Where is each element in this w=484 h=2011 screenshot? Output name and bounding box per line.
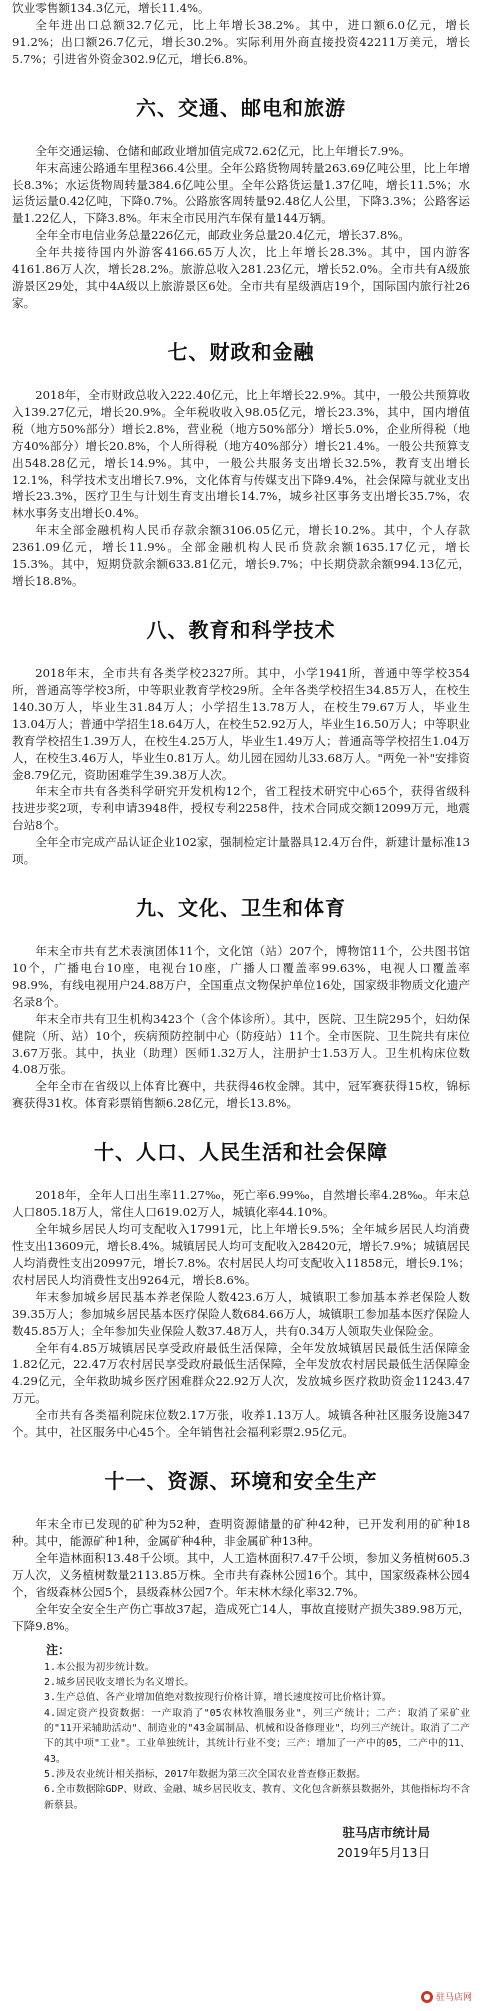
paragraph: 全年共接待国内外游客4166.65万人次，比上年增长28.3%。其中，国内游客4161.86万人次，增长28.2%。旅游总收入281.23亿元，增长52.0%。全市共有A级旅游景区29处，其中4A级以上旅游景区6处。全市共有星级酒店19个，国际国内旅行社26家。 (12, 245, 470, 310)
paragraph: 年末全市已发现的矿种为52种，查明资源储量的矿种42种，已开发利用的矿种18种。其中，能源矿种1种，金属矿种4种，非金属矿种13种。 (12, 1517, 470, 1548)
notes-title: 注： (46, 1642, 71, 1657)
logo-icon: ● (421, 1991, 433, 2003)
section-title: 十、人口、人民生活和社会保障 (94, 1140, 388, 1165)
paragraph: 年末高速公路通车里程366.4公里。全年公路货物周转量263.69亿吨公里，比上年增长8.3%；水运货物周转量384.6亿吨公里。全年公路货运量1.37亿吨，增长11.5%；水运货运量0.42亿吨，下降0.7%。公路旅客周转量92.48亿人公里，下降3.3%；公路客运量1.22亿人，下降3.8%。年末全市民用汽车保有量144万辆。 (12, 160, 470, 226)
section-education (12, 590, 470, 868)
paragraph: 全年进出口总额32.7亿元，比上年增长38.2%。其中，进口额6.0亿元，增长91.2%；出口额26.7亿元，增长30.2%。实际利用外商直接投资42211万美元，增长5.7%；引进省外资金302.9亿元，增长6.8%。 (12, 17, 470, 66)
section-transport (12, 68, 470, 312)
note-item: 3.生产总值、各产业增加值绝对数按现行价格计算，增长速度按可比价格计算。 (44, 1692, 392, 1704)
section-title: 八、教育和科学技术 (146, 617, 336, 642)
notes (12, 1635, 470, 1813)
paragraph: 全年全市在省级以上体育比赛中，共获得46枚金牌。其中，冠军赛获得15枚，锦标赛获得31枚。体育彩票销售额6.28亿元，增长13.8%。 (12, 1079, 470, 1111)
paragraph: 全年全市电信业务总量226亿元，邮政业务总量20.4亿元，增长37.8%。 (35, 228, 410, 243)
section-population (12, 1112, 470, 1441)
paragraph: 全年造林面积13.48千公顷。其中，人工造林面积7.47千公顷，参加义务植树605.3万人次，义务植树数量2113.85万株。全市共有森林公园16个。其中，国家级森林公园4个，省级森林公园5个，县级森林公园7个。年末林木绿化率32.7%。 (12, 1550, 470, 1599)
paragraph: 全年交通运输、仓储和邮政业增加值完成72.62亿元，比上年增长7.9%。 (35, 143, 411, 158)
section-culture-health (12, 868, 470, 1112)
paragraph: 年末全市共有各类科学研究开发机构12个，省工程技术研究中心65个，获得省级科技进步奖2项，专利申请3948件，授权专利2258件，技术合同成交额12099万元，地震台站8个。 (12, 784, 470, 833)
section-header (12, 336, 470, 365)
paragraph: 全年城乡居民人均可支配收入17991元，比上年增长9.5%；全年城乡居民人均消费性支出13609元，增长8.4%。城镇居民人均可支配收入28420元，增长7.9%；城镇居民人均消费性支出20997元，增长7.8%。农村居民人均可支配收入11858元，增长9.1%；农村居民人均消费性支出9264元，增长8.6%。 (12, 1222, 470, 1287)
paragraph: 年末全市共有艺术表演团体11个，文化馆（站）207个，博物馆11个，公共图书馆10个，广播电台10座，电视台10座，广播人口覆盖率99.63%，电视人口覆盖率98.9%，有线电视用户24.88万户，全国重点文物保护单位16处，国家级非物质文化遗产名录8个。 (12, 944, 470, 1009)
note-item: 4.固定资产投资数据：一产取消了"05农林牧渔服务业"，列三产统计；二产：取消了采矿业的"11开采辅助活动"、制造业的"43金属制品、机械和设备修理业"，均列三产统计。取消了二产下的其中项"工业"。工业单独统计，其统计行业不变；三产：增加了一产中的05，二产中的11、43。 (44, 1707, 470, 1765)
note-item: 5.涉及农业统计相关指标，2017年数据为第三次全国农业普查修正数据。 (44, 1768, 367, 1780)
paragraph: 年末参加城乡居民基本养老保险人数423.6万人，城镇职工参加基本养老保险人数39.35万人；参加城乡居民基本医疗保险人数684.66万人，城镇职工参加基本医疗保险人数45.85万人；全年参加失业保险人数37.48万人，共有0.34万人领取失业保险金。 (12, 1289, 470, 1338)
watermark-text: 驻马店网 (435, 1993, 472, 2003)
section-header (12, 892, 470, 921)
note-item: 6.全市数据除GDP、财政、金融、城乡居民收支、教育、文化包含新蔡县数据外，其他指标均不含新蔡县。 (44, 1784, 470, 1811)
section-resources (12, 1441, 470, 1634)
paragraph: 全年全市完成产品认证企业102家，强制检定计量器具12.4万台件，新建计量标准13项。 (12, 835, 470, 867)
signature-org: 驻马店市统计局 (342, 1824, 430, 1840)
section-finance (12, 312, 470, 590)
section-title: 九、文化、卫生和体育 (136, 896, 346, 921)
paragraph: 年末全部金融机构人民币存款余额3106.05亿元，增长10.2%。其中，个人存款2361.09亿元，增长11.9%。全部金融机构人民币贷款余额1635.17亿元，增长15.3%。其中，短期贷款余额633.81亿元，增长9.7%；中长期贷款余额994.13亿元，增长18.8%。 (12, 523, 470, 589)
signature-date: 2019年5月13日 (336, 1844, 430, 1860)
section-header (12, 1465, 470, 1494)
signature (12, 1823, 470, 1863)
paragraph: 全市共有各类福利院床位数2.17万张，收养1.13万人。城镇各种社区服务设施347个。其中，社区服务中心45个。全年销售社会福利彩票2.95亿元。 (12, 1408, 470, 1440)
paragraph: 2018年，全市财政总收入222.40亿元，比上年增长22.9%。其中，一般公共预算收入139.27亿元，增长20.9%。全年税收收入98.05亿元，增长23.3%，其中，国内增值税（地方50%部分）增长2.8%，营业税（地方50%部分）增长5.0%，企业所得税（地方40%部分）增长20.8%，个人所得税（地方40%部分）增长21.4%。一般公共预算支出548.28亿元，增长14.9%。其中，一般公共服务支出增长32.5%，教育支出增长12.1%，科学技术支出增长7.9%，文化体育与传媒支出下降9.4%，社会保障与就业支出增长23.3%，医疗卫生与计划生育支出增长14.7%，城乡社区事务支出增长35.7%，农林水事务支出增长0.4%。 (12, 387, 470, 521)
section-header (12, 1136, 470, 1165)
note-item: 1.本公报为初步统计数。 (44, 1661, 155, 1673)
section-title: 七、财政和金融 (167, 339, 315, 364)
section-title: 六、交通、邮电和旅游 (136, 95, 346, 120)
note-item: 2.城乡居民收支增长为名义增长。 (44, 1676, 195, 1688)
section-header (12, 92, 470, 121)
paragraph: 全年安全安全生产伤亡事故37起，造成死亡14人，事故直接财产损失389.98万元，下降9.8%。 (12, 1601, 470, 1633)
section-title: 十一、资源、环境和安全生产 (104, 1469, 378, 1494)
section-header (12, 614, 470, 643)
paragraph: 全年有4.85万城镇居民享受政府最低生活保障，全年发放城镇居民最低生活保障金1.82亿元，22.47万农村居民享受政府最低生活保障，全年发放农村居民最低生活保障金4.29亿元，全年救助城乡医疗困难群众22.92万人次，发放城乡医疗救助资金11243.47万元。 (12, 1340, 470, 1406)
paragraph: 饮业零售额134.3亿元，增长11.4%。 (12, 1, 210, 15)
paragraph: 年末全市共有卫生机构3423个（含个体诊所）。其中，医院、卫生院295个，妇幼保健院（所、站）10个，疾病预防控制中心（防疫站）11个。全市医院、卫生院共有床位3.67万张。其中，执业（助理）医师1.32万人，注册护士1.53万人。卫生机构床位数4.08万张。 (12, 1011, 470, 1077)
paragraph: 2018年末，全市共有各类学校2327所。其中，小学1941所，普通中等学校354所，普通高等学校3所，中等职业教育学校29所。全年各类学校招生34.85万人，在校生140.30万人，毕业生31.84万人；小学招生13.78万人，在校生79.67万人，毕业生13.04万人；普通中学招生18.64万人，在校生52.92万人，毕业生16.50万人；中等职业教育学校招生1.39万人，在校生4.25万人，毕业生1.49万人；普通高等学校招生1.04万人，在校生3.46万人，毕业生0.81万人。幼儿园在园幼儿33.68万人。"两免一补"安排资金8.79亿元，资助困难学生39.38万人次。 (12, 665, 470, 782)
site-watermark (415, 1988, 478, 2005)
paragraph: 2018年，全年人口出生率11.27‰，死亡率6.99‰，自然增长率4.28‰。年末总人口805.18万人，常住人口619.02万人，城镇化率44.10%。 (12, 1188, 470, 1220)
